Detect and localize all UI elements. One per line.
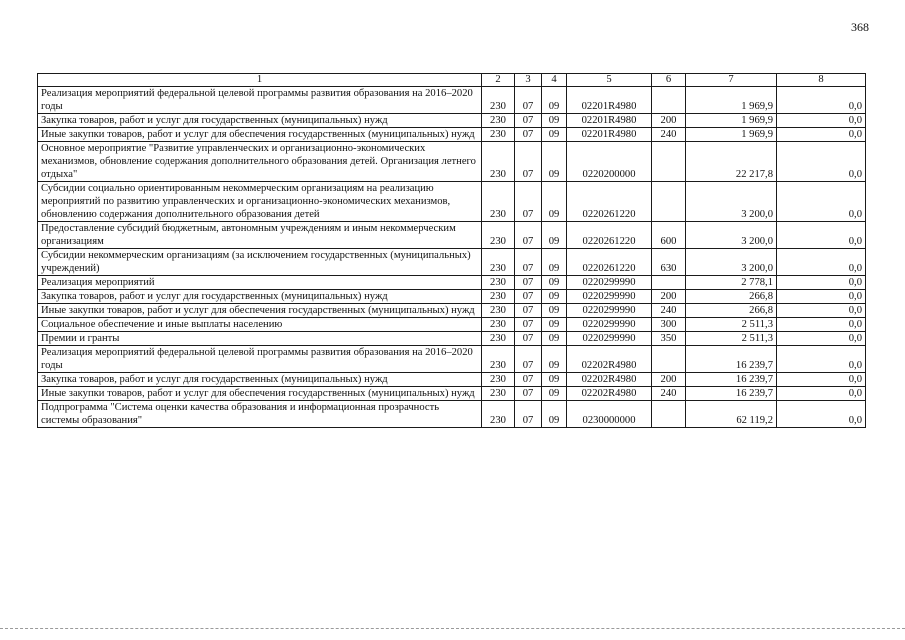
target-article-code: 02202R4980 <box>567 387 652 401</box>
item-name: Подпрограмма "Система оценки качества образования и информационная прозрачность системы образования" <box>38 401 482 428</box>
table-row <box>38 114 866 128</box>
item-name: Иные закупки товаров, работ и услуг для обеспечения государственных (муниципальных) нужд <box>38 387 482 401</box>
target-article-code: 0220299990 <box>567 290 652 304</box>
section-code: 230 <box>482 128 515 142</box>
group-code: 09 <box>542 142 567 182</box>
amount: 1 969,9 <box>686 114 777 128</box>
budget-table <box>37 73 866 428</box>
column-header: 3 <box>515 74 542 87</box>
target-article-code: 02201R4980 <box>567 87 652 114</box>
section-code: 230 <box>482 276 515 290</box>
table-row <box>38 373 866 387</box>
subsection-code: 07 <box>515 401 542 428</box>
column-header: 2 <box>482 74 515 87</box>
group-code: 09 <box>542 332 567 346</box>
item-name: Реализация мероприятий федеральной целевой программы развития образования на 2016–2020 годы <box>38 346 482 373</box>
target-article-code: 02202R4980 <box>567 346 652 373</box>
amount: 266,8 <box>686 290 777 304</box>
expense-type-code: 300 <box>652 318 686 332</box>
column-header: 6 <box>652 74 686 87</box>
group-code: 09 <box>542 373 567 387</box>
section-code: 230 <box>482 222 515 249</box>
expense-type-code: 200 <box>652 373 686 387</box>
group-code: 09 <box>542 182 567 222</box>
target-article-code: 0220261220 <box>567 222 652 249</box>
table-row <box>38 87 866 114</box>
table-row <box>38 182 866 222</box>
expense-type-code <box>652 142 686 182</box>
section-code: 230 <box>482 249 515 276</box>
change-amount: 0,0 <box>777 128 866 142</box>
subsection-code: 07 <box>515 142 542 182</box>
section-code: 230 <box>482 346 515 373</box>
target-article-code: 0220261220 <box>567 182 652 222</box>
item-name: Закупка товаров, работ и услуг для государственных (муниципальных) нужд <box>38 373 482 387</box>
expense-type-code <box>652 87 686 114</box>
expense-type-code: 200 <box>652 290 686 304</box>
expense-type-code <box>652 182 686 222</box>
amount: 2 511,3 <box>686 332 777 346</box>
change-amount: 0,0 <box>777 346 866 373</box>
change-amount: 0,0 <box>777 276 866 290</box>
expense-type-code: 240 <box>652 304 686 318</box>
change-amount: 0,0 <box>777 304 866 318</box>
item-name: Премии и гранты <box>38 332 482 346</box>
expense-type-code: 600 <box>652 222 686 249</box>
section-code: 230 <box>482 114 515 128</box>
subsection-code: 07 <box>515 249 542 276</box>
expense-type-code <box>652 346 686 373</box>
group-code: 09 <box>542 276 567 290</box>
header-row <box>38 74 866 87</box>
subsection-code: 07 <box>515 290 542 304</box>
item-name: Субсидии некоммерческим организациям (за исключением государственных (муниципальных) учреждений) <box>38 249 482 276</box>
group-code: 09 <box>542 128 567 142</box>
table-row <box>38 142 866 182</box>
change-amount: 0,0 <box>777 373 866 387</box>
item-name: Реализация мероприятий <box>38 276 482 290</box>
column-header: 1 <box>38 74 482 87</box>
amount: 3 200,0 <box>686 249 777 276</box>
item-name: Предоставление субсидий бюджетным, автономным учреждениям и иным некоммерческим организациям <box>38 222 482 249</box>
table-row <box>38 346 866 373</box>
table-row <box>38 401 866 428</box>
amount: 3 200,0 <box>686 182 777 222</box>
column-header: 8 <box>777 74 866 87</box>
amount: 266,8 <box>686 304 777 318</box>
amount: 2 511,3 <box>686 318 777 332</box>
expense-type-code: 630 <box>652 249 686 276</box>
section-code: 230 <box>482 401 515 428</box>
item-name: Закупка товаров, работ и услуг для государственных (муниципальных) нужд <box>38 290 482 304</box>
expense-type-code: 350 <box>652 332 686 346</box>
subsection-code: 07 <box>515 332 542 346</box>
change-amount: 0,0 <box>777 401 866 428</box>
change-amount: 0,0 <box>777 114 866 128</box>
table-row <box>38 128 866 142</box>
target-article-code: 0220299990 <box>567 276 652 290</box>
target-article-code: 02201R4980 <box>567 128 652 142</box>
item-name: Иные закупки товаров, работ и услуг для обеспечения государственных (муниципальных) нужд <box>38 304 482 318</box>
subsection-code: 07 <box>515 318 542 332</box>
change-amount: 0,0 <box>777 222 866 249</box>
subsection-code: 07 <box>515 304 542 318</box>
item-name: Реализация мероприятий федеральной целевой программы развития образования на 2016–2020 годы <box>38 87 482 114</box>
item-name: Основное мероприятие "Развитие управленческих и организационно-экономических механизмов, обновление содержания дополнительного образования детей. Организация летнего отдыха" <box>38 142 482 182</box>
scan-edge-line <box>0 628 905 629</box>
section-code: 230 <box>482 318 515 332</box>
subsection-code: 07 <box>515 114 542 128</box>
section-code: 230 <box>482 387 515 401</box>
subsection-code: 07 <box>515 128 542 142</box>
column-header: 7 <box>686 74 777 87</box>
expense-type-code: 240 <box>652 387 686 401</box>
group-code: 09 <box>542 114 567 128</box>
change-amount: 0,0 <box>777 249 866 276</box>
expense-type-code: 200 <box>652 114 686 128</box>
subsection-code: 07 <box>515 182 542 222</box>
section-code: 230 <box>482 290 515 304</box>
change-amount: 0,0 <box>777 182 866 222</box>
group-code: 09 <box>542 387 567 401</box>
group-code: 09 <box>542 346 567 373</box>
change-amount: 0,0 <box>777 142 866 182</box>
section-code: 230 <box>482 373 515 387</box>
group-code: 09 <box>542 87 567 114</box>
target-article-code: 0220261220 <box>567 249 652 276</box>
expense-type-code <box>652 401 686 428</box>
amount: 3 200,0 <box>686 222 777 249</box>
page-number: 368 <box>851 20 869 34</box>
subsection-code: 07 <box>515 346 542 373</box>
expense-type-code <box>652 276 686 290</box>
change-amount: 0,0 <box>777 387 866 401</box>
item-name: Социальное обеспечение и иные выплаты населению <box>38 318 482 332</box>
table-row <box>38 276 866 290</box>
column-header: 5 <box>567 74 652 87</box>
change-amount: 0,0 <box>777 318 866 332</box>
target-article-code: 02201R4980 <box>567 114 652 128</box>
amount: 1 969,9 <box>686 128 777 142</box>
table-row <box>38 222 866 249</box>
amount: 16 239,7 <box>686 373 777 387</box>
change-amount: 0,0 <box>777 290 866 304</box>
target-article-code: 0220200000 <box>567 142 652 182</box>
amount: 22 217,8 <box>686 142 777 182</box>
item-name: Закупка товаров, работ и услуг для государственных (муниципальных) нужд <box>38 114 482 128</box>
group-code: 09 <box>542 222 567 249</box>
group-code: 09 <box>542 318 567 332</box>
section-code: 230 <box>482 182 515 222</box>
section-code: 230 <box>482 332 515 346</box>
target-article-code: 0220299990 <box>567 304 652 318</box>
subsection-code: 07 <box>515 276 542 290</box>
table-row <box>38 318 866 332</box>
target-article-code: 02202R4980 <box>567 373 652 387</box>
change-amount: 0,0 <box>777 87 866 114</box>
amount: 1 969,9 <box>686 87 777 114</box>
column-header: 4 <box>542 74 567 87</box>
amount: 2 778,1 <box>686 276 777 290</box>
amount: 16 239,7 <box>686 346 777 373</box>
amount: 62 119,2 <box>686 401 777 428</box>
group-code: 09 <box>542 290 567 304</box>
table-row <box>38 249 866 276</box>
target-article-code: 0220299990 <box>567 332 652 346</box>
section-code: 230 <box>482 87 515 114</box>
subsection-code: 07 <box>515 222 542 249</box>
table-row <box>38 332 866 346</box>
table-body <box>38 87 866 428</box>
section-code: 230 <box>482 304 515 318</box>
expense-type-code: 240 <box>652 128 686 142</box>
subsection-code: 07 <box>515 387 542 401</box>
group-code: 09 <box>542 401 567 428</box>
table-row <box>38 290 866 304</box>
subsection-code: 07 <box>515 87 542 114</box>
subsection-code: 07 <box>515 373 542 387</box>
change-amount: 0,0 <box>777 332 866 346</box>
group-code: 09 <box>542 249 567 276</box>
target-article-code: 0220299990 <box>567 318 652 332</box>
target-article-code: 0230000000 <box>567 401 652 428</box>
item-name: Субсидии социально ориентированным некоммерческим организациям на реализацию мероприятий по развитию управленческих и организационно-экономических механизмов, обновлению содержания дополнительного образования детей <box>38 182 482 222</box>
item-name: Иные закупки товаров, работ и услуг для обеспечения государственных (муниципальных) нужд <box>38 128 482 142</box>
table-row <box>38 304 866 318</box>
amount: 16 239,7 <box>686 387 777 401</box>
group-code: 09 <box>542 304 567 318</box>
table-row <box>38 387 866 401</box>
section-code: 230 <box>482 142 515 182</box>
